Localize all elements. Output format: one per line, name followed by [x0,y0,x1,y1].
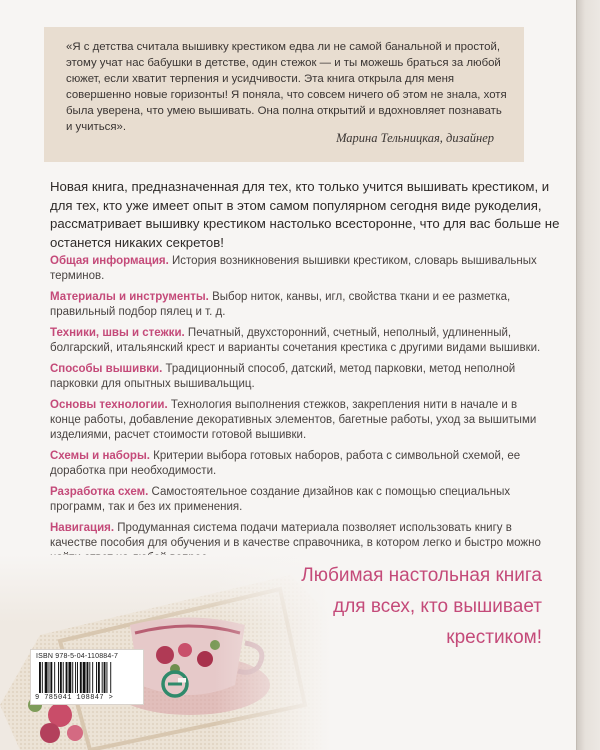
barcode-bar [77,662,78,693]
barcode-bar [63,662,64,693]
barcode-bar [98,662,100,693]
publisher-logo-icon [160,669,190,699]
barcode-bar [110,662,111,693]
feature-item [50,398,550,443]
barcode-digits: 9 785041 108847 > [35,694,114,702]
barcode-bar [104,662,106,693]
feature-item [50,254,550,284]
feature-text: Печатный, двухсторонний, счетный, неполный, удлиненный, болгарский, итальянский крест и варианты сочетания крестика с другими видами вышивки. [50,327,541,354]
barcode-bar [66,662,68,693]
barcode-bar [87,662,89,693]
feature-title: Способы вышивки. [50,363,163,375]
feature-item [50,485,550,515]
quote-text: «Я с детства считала вышивку крестиком едва ли не самой банальной и простой, этому учат нас бабушки в детстве, один стежок — и ты можешь браться за любой сюжет, если хватит терпения и усидчивости. Эта книга открыла для меня совершенно новые горизонты! Я поняла, что совсем ничего об этом не знала, хотя была уверена, что умею вышивать. Она полна открытий и вдохновляет познавать и учиться». [66,41,507,133]
barcode-bar [58,662,59,693]
feature-title: Материалы и инструменты. [50,291,209,303]
barcode-bar [96,662,97,693]
feature-title: Техники, швы и стежки. [50,327,185,339]
barcode-bar [60,662,62,693]
barcode-bar [83,662,86,693]
barcode-bar [50,662,52,693]
feature-text: Продуманная система подачи материала позволяет использовать книгу в качестве пособия для обучения и в качестве справочника, в котором легко и быстро можно [50,522,541,549]
feature-title: Разработка схем. [50,486,149,498]
feature-title: Основы технологии. [50,399,168,411]
barcode-icon [37,662,137,693]
intro-paragraph: Новая книга, предназначенная для тех, кто только учится вышивать крестиком, и для тех, кто уже имеет опыт в этом самом популярном сегодня виде рукоделия, рассматривает вышивку крестиком настолько всесторонне, что для вас больше не останется никаких секретов! [50,179,560,250]
quote-author: Марина Тельницкая, дизайнер [336,131,494,145]
feature-item [50,326,550,356]
feature-item [50,290,550,320]
barcode-bar [39,662,41,693]
barcode-bar [106,662,107,693]
feature-text: Выбор ниток, канвы, игл, свойства ткани и ее разметка, правильный подбор пялец и т. д. [50,291,511,318]
book-spine-edge [576,0,600,750]
barcode-bar [92,662,93,693]
barcode-bar [75,662,76,693]
feature-item [50,449,550,479]
feature-text: Технология выполнения стежков, закрепления нити в начале и в конце работы, добавление декоративных элементов, багетные работы, уход за вышитыми изделиями, расчет стоимости готовой вышивки. [50,399,537,441]
isbn-label: ISBN 978-5-04-110884-7 [36,653,119,660]
barcode-bar [68,662,71,693]
feature-text: Традиционный способ, датский, метод парковки, метод неполной парковки для опытных вышивальщиц. [50,363,516,390]
feature-title: Навигация. [50,522,115,534]
tagline-line: для всех, кто вышивает [333,596,542,617]
feature-list [50,254,550,572]
barcode-bar [49,662,50,693]
barcode-bar [45,662,48,693]
isbn-barcode-block [30,649,144,705]
barcode-bar [80,662,82,693]
feature-title: Общая информация. [50,255,169,267]
barcode-bar [89,662,90,693]
feature-text: История возникновения вышивки крестиком, словарь вышивальных терминов. [50,255,537,282]
quote-box [44,27,524,162]
tagline-line: крестиком! [446,627,542,648]
tagline-line: Любимая настольная книга [301,565,542,586]
barcode-bar [72,662,73,693]
feature-title: Схемы и наборы. [50,450,150,462]
feature-item [50,362,550,392]
feature-text: Критерии выбора готовых наборов, работа с символьной схемой, ее доработка при необходимости. [50,450,521,477]
barcode-bar [42,662,43,693]
tagline [212,560,542,653]
feature-text: Самостоятельное создание дизайнов как с помощью специальных программ, так и без их применения. [50,486,511,513]
barcode-bar [102,662,103,693]
barcode-bar [54,662,55,693]
